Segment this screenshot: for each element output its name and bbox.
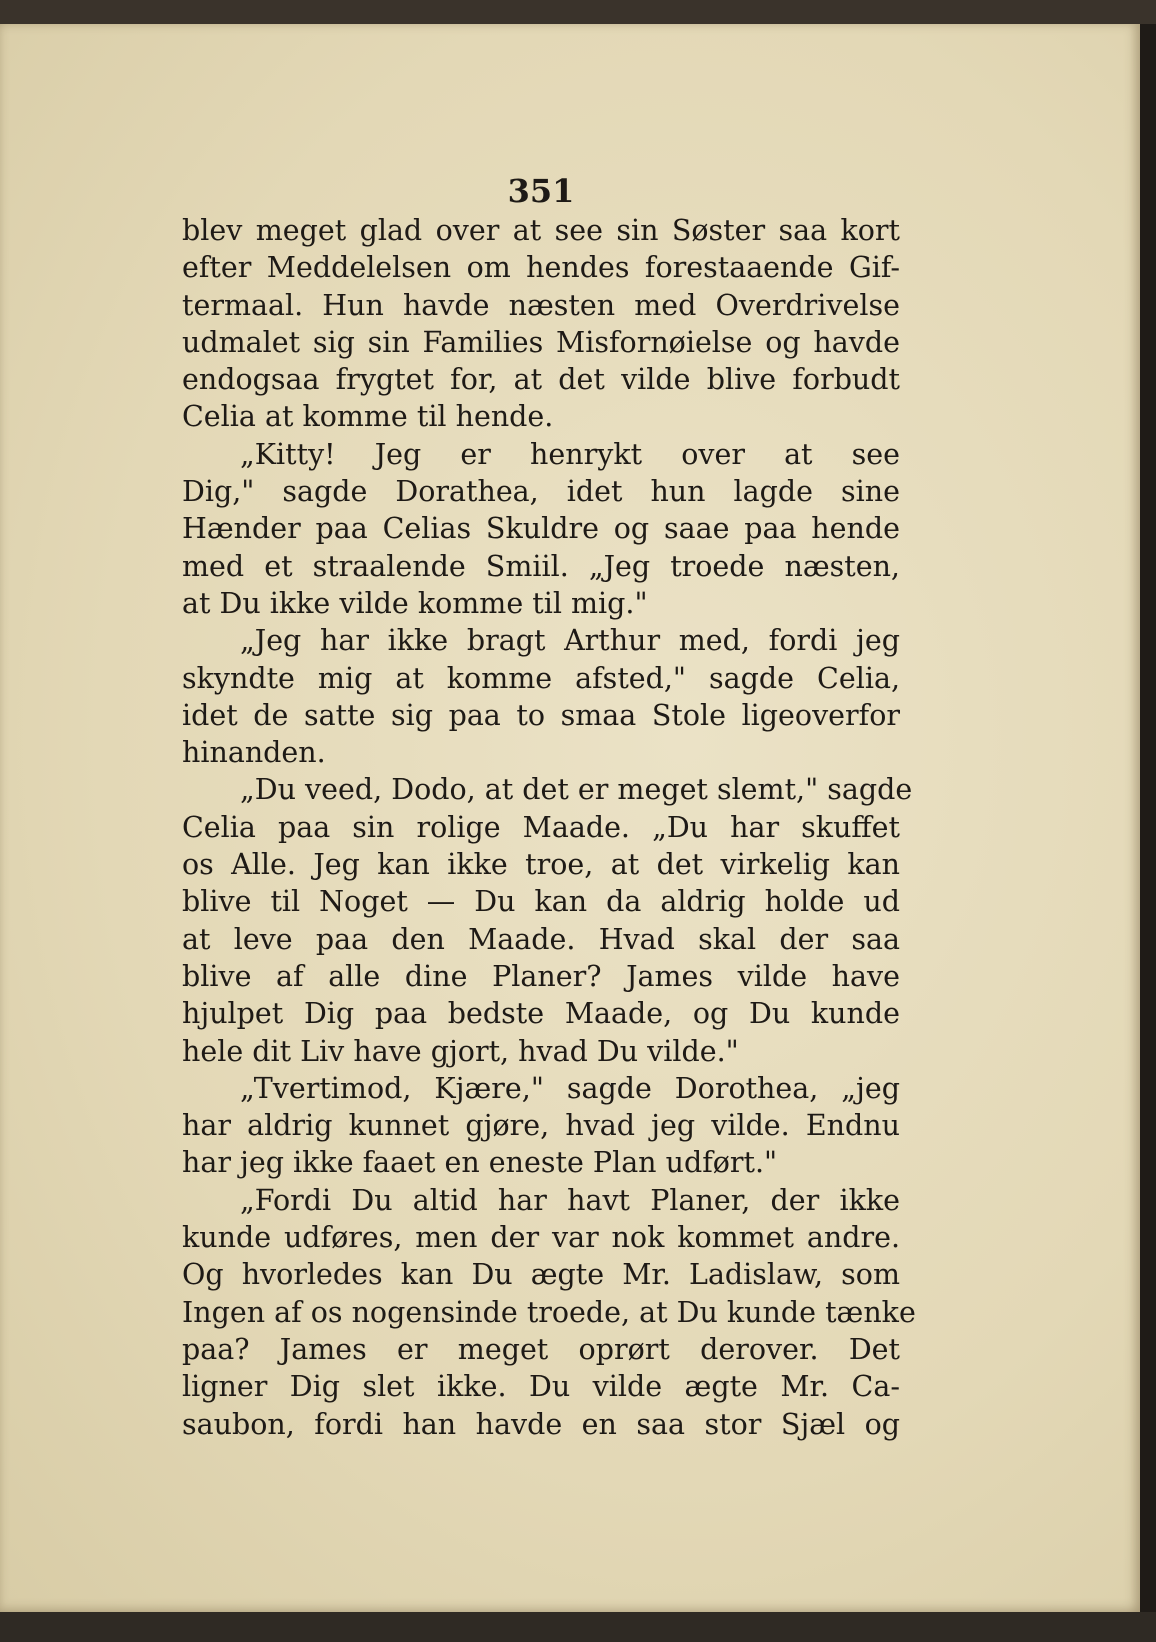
text-line: „Du veed, Dodo, at det er meget slemt," sagde [240, 773, 913, 807]
body-text [182, 212, 916, 1443]
text-line: at leve paa den Maade. Hvad skal der saa [182, 922, 900, 956]
text-line: har jeg ikke faaet en eneste Plan udført." [182, 1146, 778, 1180]
text-line: Celia at komme til hende. [182, 400, 554, 434]
book-cover-top-edge [0, 0, 1156, 26]
text-line: kunde udføres, men der var nok kommet andre. [182, 1221, 900, 1255]
text-line: „Tvertimod, Kjære," sagde Dorothea, „jeg [240, 1071, 900, 1105]
page-number: 351 [507, 172, 575, 210]
text-line: Hænder paa Celias Skuldre og saae paa hende [182, 512, 900, 546]
text-line: hele dit Liv have gjort, hvad Du vilde." [182, 1034, 739, 1068]
text-line: har aldrig kunnet gjøre, hvad jeg vilde. Endnu [182, 1109, 900, 1143]
text-line: skyndte mig at komme afsted," sagde Celia, [182, 661, 900, 695]
text-line: ligner Dig slet ikke. Du vilde ægte Mr. Ca- [182, 1370, 900, 1404]
book-cover-bottom-edge [0, 1612, 1156, 1642]
text-line: efter Meddelelsen om hendes forestaaende Gif- [182, 251, 900, 285]
text-line: paa? James er meget oprørt derover. Det [182, 1332, 900, 1366]
text-line: hinanden. [182, 736, 326, 770]
text-line: termaal. Hun havde næsten med Overdrivelse [182, 288, 900, 322]
text-line: „Kitty! Jeg er henrykt over at see [240, 437, 900, 471]
text-line: blive af alle dine Planer? James vilde have [182, 959, 900, 993]
text-line: os Alle. Jeg kan ikke troe, at det virkelig kan [182, 848, 900, 882]
text-line: hjulpet Dig paa bedste Maade, og Du kunde [182, 997, 900, 1031]
text-line: saubon, fordi han havde en saa stor Sjæl og [182, 1407, 900, 1441]
text-line: Ingen af os nogensinde troede, at Du kunde tænke [182, 1295, 916, 1329]
text-line: blev meget glad over at see sin Søster saa kort [182, 214, 900, 247]
book-spine-edge [1140, 24, 1156, 1614]
text-line: blive til Noget — Du kan da aldrig holde ud [182, 885, 900, 919]
text-line: at Du ikke vilde komme til mig." [182, 586, 648, 620]
text-line: Dig," sagde Dorathea, idet hun lagde sine [182, 475, 900, 509]
text-line: „Fordi Du altid har havt Planer, der ikke [240, 1183, 900, 1217]
text-line: Celia paa sin rolige Maade. „Du har skuffet [182, 810, 900, 844]
text-line: idet de satte sig paa to smaa Stole ligeoverfor [182, 698, 900, 732]
text-line: udmalet sig sin Families Misfornøielse og havde [182, 325, 900, 359]
text-line: „Jeg har ikke bragt Arthur med, fordi jeg [240, 624, 900, 658]
text-line: endogsaa frygtet for, at det vilde blive forbudt [182, 363, 900, 397]
text-line: med et straalende Smiil. „Jeg troede næsten, [182, 549, 900, 583]
text-line: Og hvorledes kan Du ægte Mr. Ladislaw, som [182, 1258, 900, 1292]
